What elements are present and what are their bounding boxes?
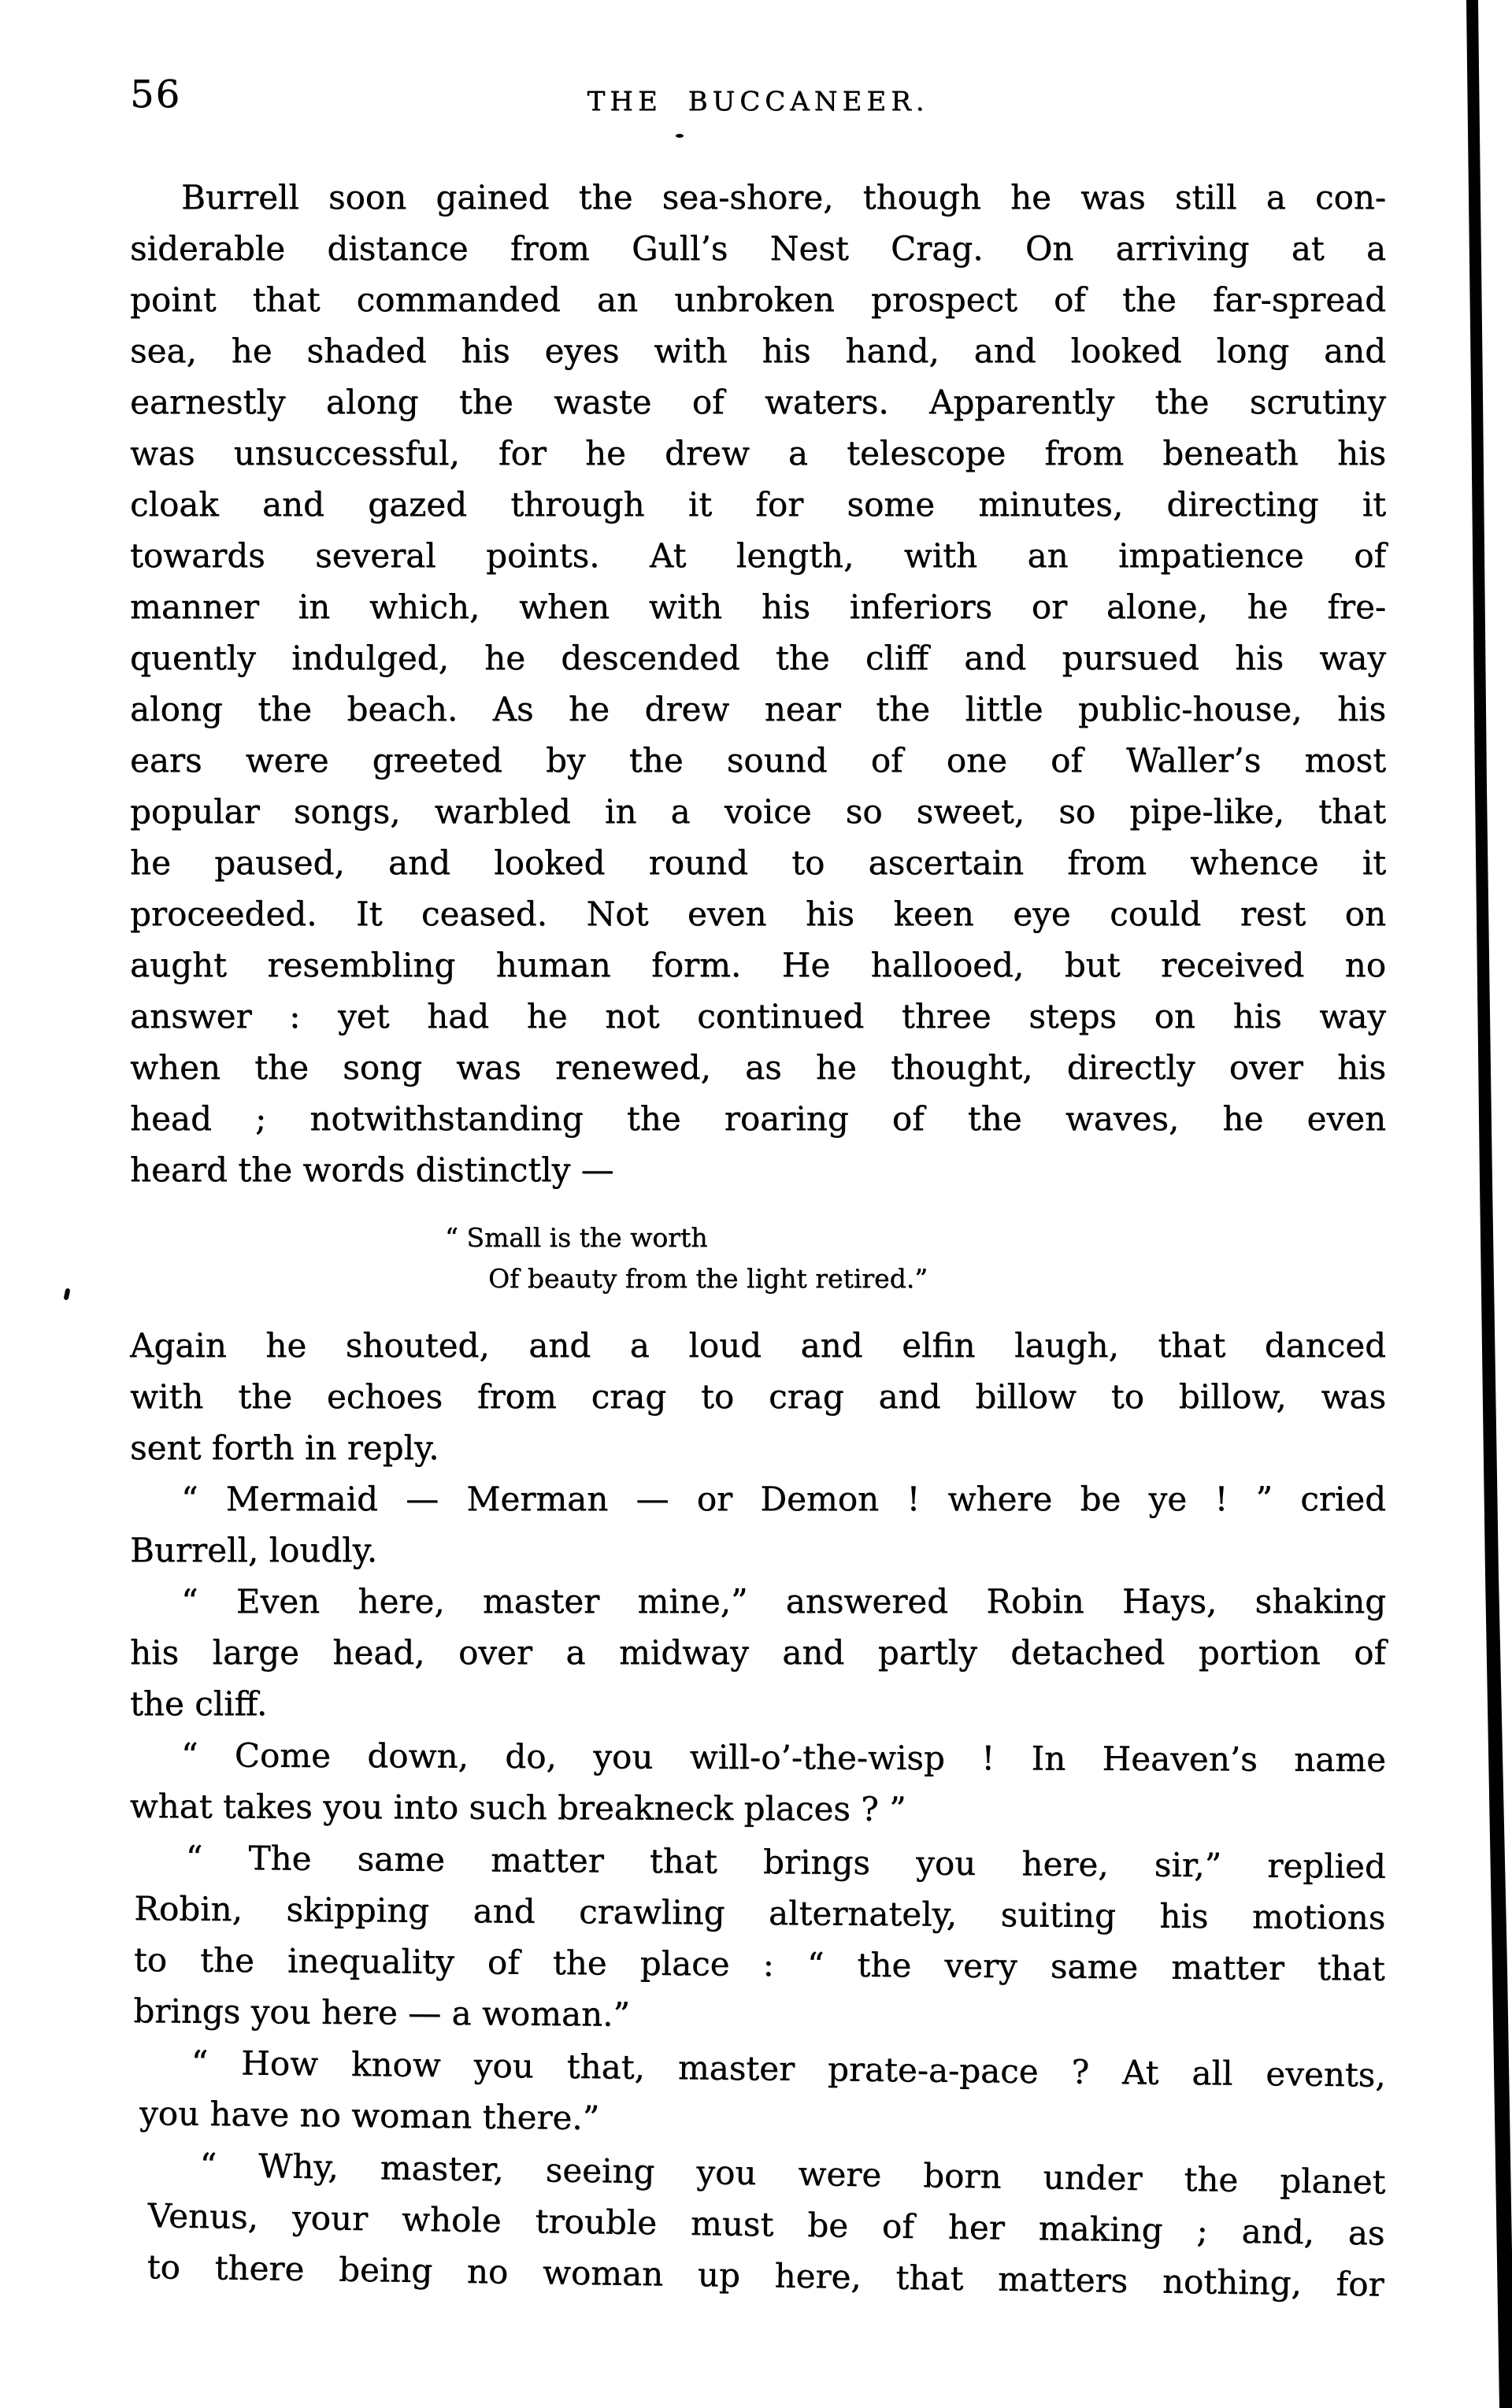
text-line: Robin, skipping and crawling alternately, suiting his motions	[134, 1888, 1386, 1937]
text-line: brings you here — a woman.”	[133, 1991, 631, 2034]
paragraph	[146, 2139, 1386, 2310]
running-title: THE BUCCANEER.	[587, 86, 929, 117]
text-line: proceeded. It ceased. Not even his keen eye could rest on	[130, 895, 1386, 933]
page-number: 56	[130, 72, 182, 117]
text-line: point that commanded an unbroken prospect of the far-spread	[130, 280, 1386, 319]
paragraph	[130, 1576, 1386, 1729]
text-line: what takes you into such breakneck places ? ”	[129, 1786, 906, 1828]
paragraph	[133, 1832, 1386, 2046]
text-line: with the echoes from crag to crag and billow to billow, was	[130, 1377, 1386, 1416]
text-line: towards several points. At length, with an impatience of	[130, 536, 1386, 575]
text-line: cloak and gazed through it for some minutes, directing it	[130, 485, 1386, 524]
text-line: heard the words distinctly —	[130, 1150, 614, 1189]
verse-quote	[445, 1217, 1043, 1299]
text-line: “ Mermaid — Merman — or Demon ! where be ye ! ” cried	[181, 1480, 1386, 1518]
text-line: to the inequality of the place : “ the very same matter that	[133, 1939, 1385, 1988]
text-line: “ The same matter that brings you here, sir,” replied	[185, 1838, 1386, 1886]
text-line: was unsuccessful, for he drew a telescope from beneath his	[130, 434, 1386, 472]
paragraph	[139, 2036, 1386, 2152]
ink-speck	[676, 134, 684, 138]
text-line: Burrell, loudly.	[130, 1531, 378, 1569]
text-line: aught resembling human form. He hallooed, but received no	[130, 946, 1386, 984]
paragraph	[130, 1729, 1386, 1836]
text-line: manner in which, when with his inferiors or alone, he fre-	[130, 587, 1386, 626]
text-line: answer : yet had he not continued three steps on his way	[130, 997, 1386, 1035]
text-line: to there being no woman up here, that matters nothing, for	[146, 2247, 1384, 2304]
text-line: when the song was renewed, as he thought, directly over his	[130, 1048, 1386, 1087]
text-line: “ Small is the worth	[445, 1222, 708, 1253]
text-line: you have no woman there.”	[139, 2093, 600, 2138]
text-line: sea, he shaded his eyes with his hand, and looked long and	[130, 332, 1386, 370]
ink-speck	[64, 1288, 71, 1301]
text-line: sent forth in reply.	[130, 1428, 439, 1467]
text-line: Burrell soon gained the sea-shore, though he was still a con-	[181, 178, 1386, 217]
text-block	[129, 172, 1386, 2304]
text-line: earnestly along the waste of waters. Apparently the scrutiny	[130, 383, 1386, 421]
text-line: “ Even here, master mine,” answered Robin Hays, shaking	[181, 1582, 1386, 1621]
text-line: “ Why, master, seeing you were born under the planet	[199, 2145, 1386, 2202]
text-line: siderable distance from Gull’s Nest Crag. On arriving at a	[130, 229, 1386, 268]
text-line: ears were greeted by the sound of one of Waller’s most	[130, 741, 1386, 780]
paragraph	[130, 1473, 1386, 1576]
text-line: along the beach. As he drew near the little public-house, his	[130, 690, 1386, 728]
text-line: quently indulged, he descended the cliff and pursued his way	[130, 639, 1386, 677]
text-line: his large head, over a midway and partly detached portion of	[130, 1633, 1386, 1672]
page-header	[130, 0, 1386, 150]
text-line: Of beauty from the light retired.”	[488, 1263, 928, 1294]
text-line: the cliff.	[130, 1684, 268, 1723]
paragraph	[130, 172, 1386, 1195]
text-line: “ Come down, do, you will-o’-the-wisp ! In Heaven’s name	[180, 1736, 1386, 1780]
text-line: Venus, your whole trouble must be of her making ; and, as	[147, 2195, 1385, 2253]
text-line: head ; notwithstanding the roaring of the waves, he even	[130, 1099, 1386, 1138]
text-line: “ How know you that, master prate-a-pace ? At all events,	[191, 2043, 1386, 2095]
text-line: he paused, and looked round to ascertain from whence it	[130, 843, 1386, 882]
text-line: Again he shouted, and a loud and elfin laugh, that danced	[130, 1326, 1386, 1365]
text-line: popular songs, warbled in a voice so sweet, so pipe-like, that	[130, 792, 1386, 831]
paragraph	[130, 1320, 1386, 1473]
